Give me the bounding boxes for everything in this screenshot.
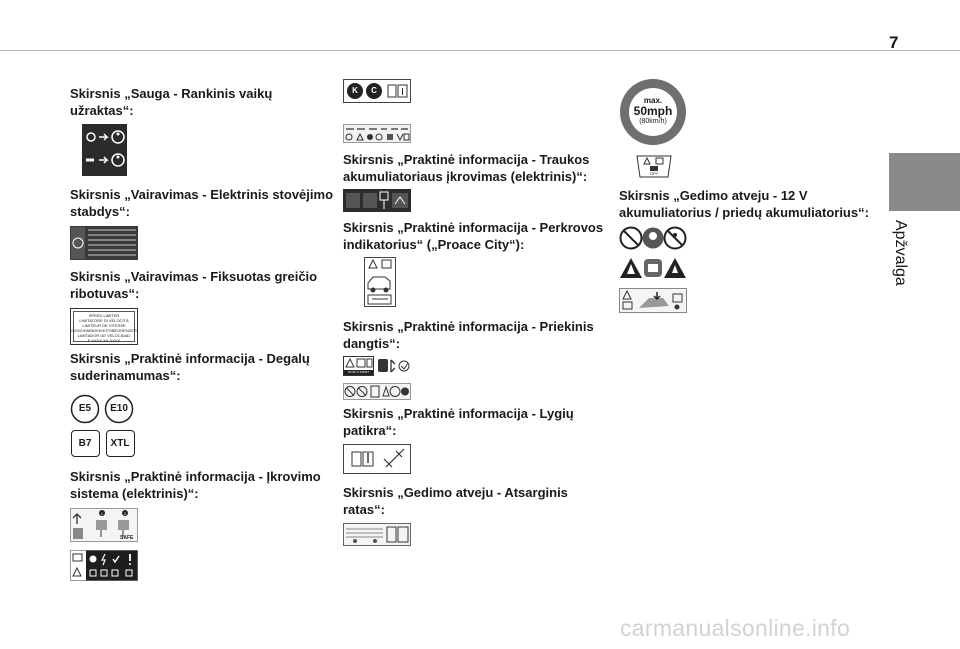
section-tab-label: Apžvalga: [892, 220, 909, 286]
fuel-badge-b7-text: B7: [78, 438, 92, 449]
badge-k: K: [352, 86, 358, 95]
overload-label: [364, 257, 396, 307]
max-speed-sign: [619, 78, 687, 146]
heading-charging-system: Skirsnis „Praktinė informacija - Įkrovimo sistema (elektrinis)“:: [70, 469, 321, 501]
fuel-badge-e10-text: E10: [110, 403, 128, 414]
charging-status-label: [70, 550, 138, 581]
stop-start-text: STOP & START SYSTEM: [347, 370, 370, 379]
heading-overload-indicator: Skirsnis „Praktinė informacija - Perkrovos indikatorius“ („Proace City“):: [343, 220, 604, 252]
bonnet-label-2: [343, 383, 411, 400]
step-1-number: 1: [100, 511, 104, 516]
heading-child-lock: Skirsnis „Sauga - Rankinis vaikų užraktas“:: [70, 86, 273, 118]
limiter-line: F XXXX XX XXXX: [87, 338, 121, 343]
heading-spare-wheel: Skirsnis „Gedimo atveju - Atsarginis ratas“:: [343, 485, 568, 517]
off-text: OFF: [650, 171, 658, 176]
watermark: carmanualsonline.info: [620, 615, 851, 641]
limiter-line: LIMITEUR DE VITESSE: [82, 323, 126, 328]
safe-label-text: SAFE: [120, 535, 134, 541]
limiter-line: LIMITATORE DI VELOCITÀ: [79, 318, 129, 323]
heading-12v-battery: Skirsnis „Gedimo atveju - 12 V akumuliatorius / priedų akumuliatorius“:: [619, 188, 869, 220]
heading-traction-charging: Skirsnis „Praktinė informacija - Traukos akumuliatoriaus įkrovimas (elektrinis)“:: [343, 152, 590, 184]
parking-brake-label-image: [70, 226, 138, 260]
speed-sign-value: 50mph: [633, 104, 673, 118]
fuel-badge-xtl-text: XTL: [110, 438, 130, 449]
heading-fuel-compat: Skirsnis „Praktinė informacija - Degalų suderinamumas“:: [70, 351, 310, 383]
badge-c: C: [371, 86, 377, 95]
heading-level-check: Skirsnis „Praktinė informacija - Lygių patikra“:: [343, 406, 574, 438]
child-lock-label-image: [82, 124, 127, 176]
speed-sign-kmh: (80km/h): [639, 118, 667, 125]
charging-safe-label: [70, 508, 138, 542]
fuel-badge-xtl: [106, 430, 135, 457]
step-2-number: 2: [123, 511, 127, 516]
fuel-badge-b7: [71, 430, 100, 457]
speed-sign-max: max.: [643, 96, 663, 105]
fuel-badge-e5: [70, 394, 100, 424]
battery-symbols-label: [343, 124, 411, 143]
heading-bonnet: Skirsnis „Praktinė informacija - Priekinis dangtis“:: [343, 319, 594, 351]
speed-limiter-label: [70, 308, 138, 345]
header-rule: [0, 50, 960, 51]
limiter-line: LIMITADOR DE VELOCIDAD: [77, 333, 131, 338]
fuel-badge-e10: [104, 394, 134, 424]
spare-wheel-label: [343, 523, 411, 546]
fuel-badge-e5-text: E5: [78, 403, 92, 414]
heading-parking-brake: Skirsnis „Vairavimas - Elektrinis stovėjimo stabdys“:: [70, 187, 334, 219]
battery-warning-triangles: [619, 256, 687, 280]
limiter-line: SPEED LIMITER: [88, 313, 120, 318]
limiter-line: GESCHWINDIGKEITSBEGRENZER: [71, 328, 137, 333]
bonnet-label-1: [343, 356, 411, 379]
section-tab-block: [889, 153, 960, 211]
traction-battery-label: [343, 189, 411, 212]
battery-connection-label: [619, 288, 687, 313]
battery-warning-label: [343, 79, 411, 103]
off-switch-label: [636, 155, 672, 178]
heading-speed-limiter: Skirsnis „Vairavimas - Fiksuotas greičio ribotuvas“:: [70, 269, 318, 301]
battery-prohibition-icons: [619, 226, 687, 250]
page-number: 7: [889, 33, 899, 52]
level-check-label: [343, 444, 411, 474]
